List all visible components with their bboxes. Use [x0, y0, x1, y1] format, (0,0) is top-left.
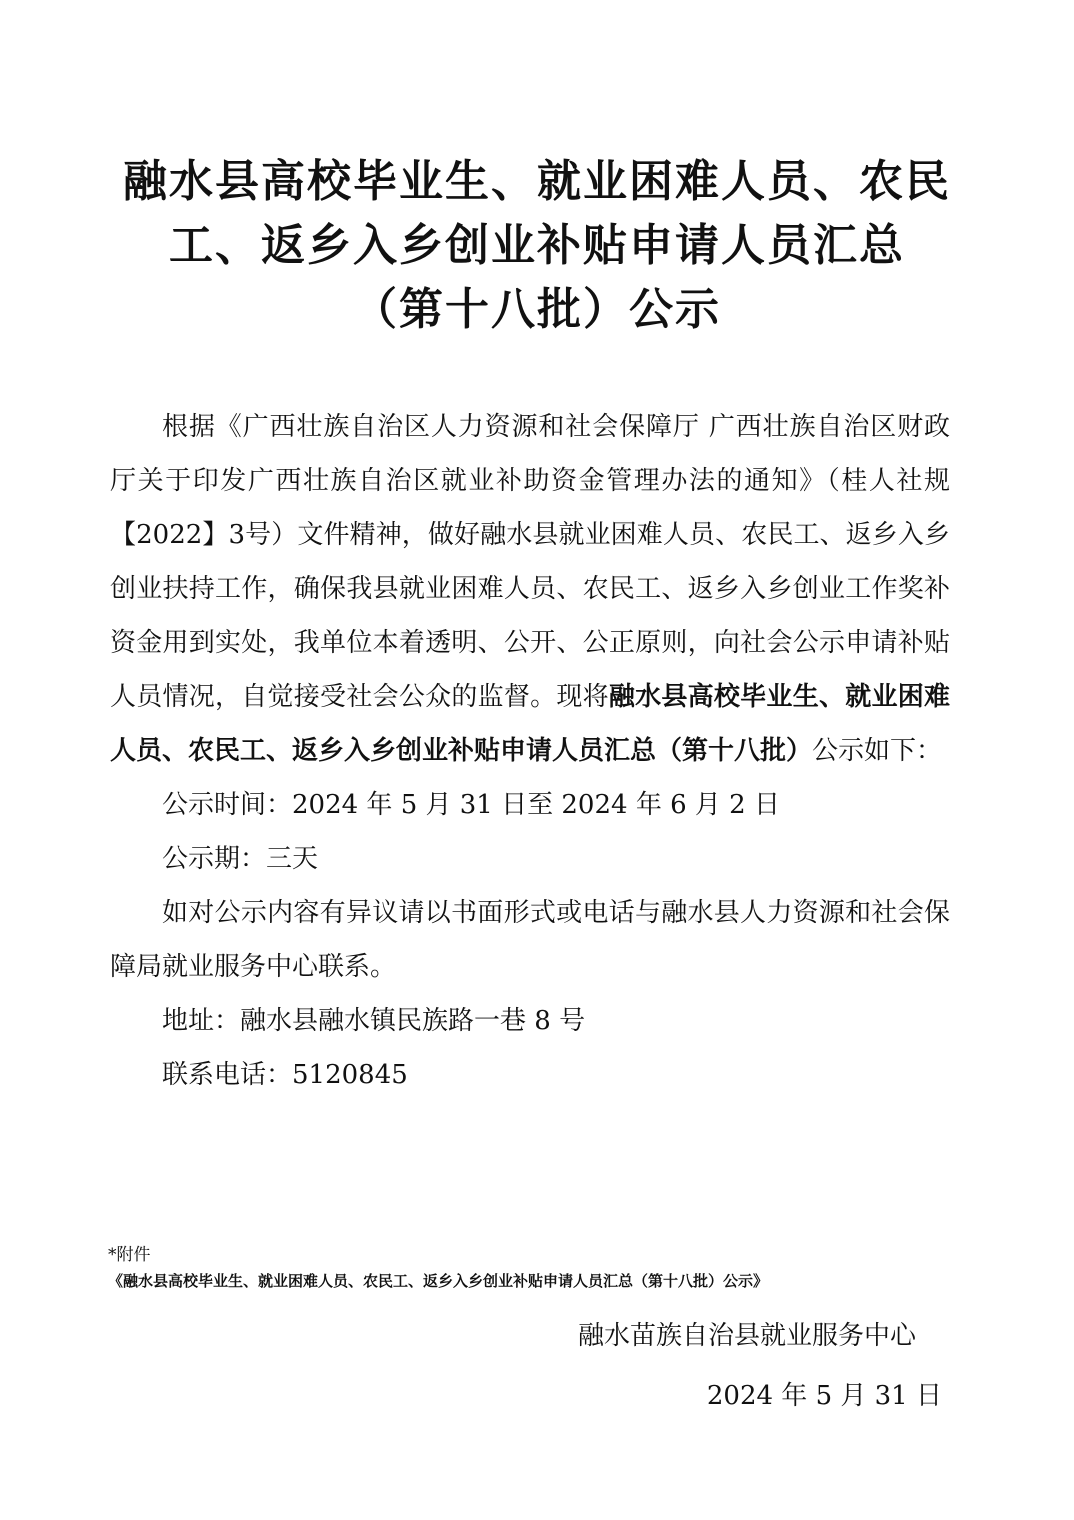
publicity-period: 公示期：三天: [162, 844, 319, 874]
title-line-3: （第十八批）公示: [353, 284, 721, 335]
document-title: [90, 150, 984, 342]
signature-date: 2024 年 5 月 31 日: [706, 1381, 942, 1411]
objection-paragraph: 如对公示内容有异议请以书面形式或电话与融水县人力资源和社会保障局就业服务中心联系。: [110, 898, 950, 982]
signature-block: [577, 1306, 942, 1426]
attachment-link[interactable]: 《融水县高校毕业生、就业困难人员、农民工、返乡入乡创业补贴申请人员汇总（第十八批）公示》: [108, 1272, 769, 1290]
document-body: [110, 400, 950, 1102]
intro-text: 根据《广西壮族自治区人力资源和社会保障厅 广西壮族自治区财政厅关于印发广西壮族自治区就业补助资金管理办法的通知》（桂人社规【2022】3号）文件精神，做好融水县就业困难人员、农民工、返乡入乡创业扶持工作，确保我县就业困难人员、农民工、返乡入乡创业工作奖补资金用到实处，我单位本着透明、公开、公正原则，向社会公示申请补贴人员情况，自觉接受社会公众的监督。现将: [110, 412, 950, 712]
address-line: 地址：融水县融水镇民族路一巷 8 号: [162, 1006, 586, 1036]
attachment-block: [108, 1242, 768, 1294]
intro-tail: 公示如下：: [812, 736, 943, 766]
phone-line: 联系电话：5120845: [162, 1060, 408, 1090]
signature-org: 融水苗族自治县就业服务中心: [577, 1321, 916, 1351]
intro-paragraph: [110, 400, 950, 778]
attachment-label: *附件: [108, 1245, 151, 1265]
intro-bold-title: 融水县高校毕业生、就业困难人员、农民工、返乡入乡创业补贴申请人员汇总（第十八批）: [110, 682, 950, 766]
title-line-1: 融水县高校毕业生、就业困难人员、农民: [123, 156, 951, 207]
title-line-2: 工、返乡入乡创业补贴申请人员汇总: [169, 220, 905, 271]
publicity-time: 公示时间：2024 年 5 月 31 日至 2024 年 6 月 2 日: [162, 790, 780, 820]
